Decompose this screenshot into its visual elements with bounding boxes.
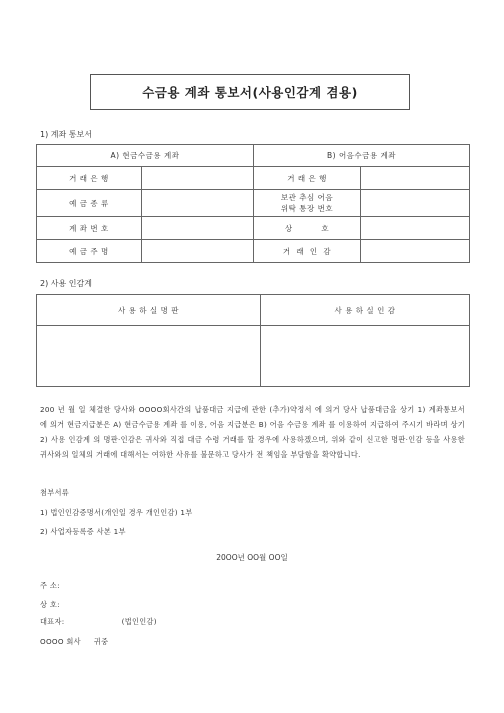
value-cell[interactable] bbox=[361, 240, 470, 263]
name-plate-box[interactable] bbox=[37, 326, 261, 387]
value-cell[interactable] bbox=[142, 190, 254, 217]
row-b-label: 상 호 bbox=[254, 217, 361, 240]
address-label: 주 소: bbox=[40, 581, 60, 590]
seal-box[interactable] bbox=[261, 326, 470, 387]
value-cell[interactable] bbox=[142, 217, 254, 240]
row-a-label: 예 금 주 명 bbox=[37, 240, 142, 263]
section1-label: 1) 계좌 통보서 bbox=[40, 130, 92, 139]
account-notice-table bbox=[36, 144, 470, 263]
row-b-label bbox=[254, 190, 361, 217]
declaration-paragraph: 200 년 월 일 체결한 당사와 OOOO회사간의 납품대금 지급에 관한 (추가)약정서 에 의거 당사 납품대금을 상기 1) 계좌통보서 에 의거 현금지급분은 A) 현금수금용 계좌 를 이용, 어음 지급분은 B) 어음 수금용 계좌 를 이용하여 지급하여 주시기 바라며 상기 2) 사용 인감계 의 명판·인감은 귀사와 직접 대금 수령 거래를 할 경우에 사용하겠으며, 위와 같이 신고한 명판·인감 등을 사용한 귀사와의 일체의 거래에 대해서는 여하한 사유를 불문하고 당사가 전 책임을 부담함을 확약합니다. bbox=[40, 405, 465, 459]
value-cell[interactable] bbox=[361, 217, 470, 240]
row-b-label: 거 래 은 행 bbox=[254, 167, 361, 190]
representative-label: 대표자: bbox=[40, 617, 65, 626]
seal-header: 사 용 하 실 인 감 bbox=[261, 295, 470, 326]
value-cell[interactable] bbox=[142, 167, 254, 190]
document-date: 20OO년 OO월 OO일 bbox=[216, 553, 288, 562]
attachment-item: 2) 사업자등록증 사본 1부 bbox=[40, 527, 126, 536]
section2-label: 2) 사용 인감계 bbox=[40, 279, 92, 288]
row-b-label-line: 보관 추심 어음 bbox=[280, 193, 334, 202]
value-cell[interactable] bbox=[142, 240, 254, 263]
corporate-seal-mark: (법인인감) bbox=[121, 617, 157, 626]
attachments-label: 첨부서류 bbox=[40, 488, 69, 497]
row-a-label: 계 좌 번 호 bbox=[37, 217, 142, 240]
value-cell[interactable] bbox=[361, 167, 470, 190]
company-label: 상 호: bbox=[40, 600, 60, 609]
col-a-header: A) 현금수금용 계좌 bbox=[37, 145, 254, 167]
row-b-label: 거 래 인 감 bbox=[254, 240, 361, 263]
representative-row bbox=[40, 617, 157, 627]
row-a-label: 거 래 은 행 bbox=[37, 167, 142, 190]
name-plate-header: 사 용 하 실 명 판 bbox=[37, 295, 261, 326]
seal-registration-table bbox=[36, 294, 470, 387]
recipient-line: OOOO 회사 귀중 bbox=[40, 637, 109, 646]
col-b-header: B) 어음수금용 계좌 bbox=[254, 145, 470, 167]
row-a-label: 예 금 종 류 bbox=[37, 190, 142, 217]
document-title: 수금용 계좌 통보서(사용인감계 겸용) bbox=[90, 74, 410, 110]
attachment-item: 1) 법인인감증명서(개인일 경우 개인인감) 1부 bbox=[40, 508, 193, 517]
row-b-label-line: 위탁 통장 번호 bbox=[280, 204, 334, 213]
value-cell[interactable] bbox=[361, 190, 470, 217]
